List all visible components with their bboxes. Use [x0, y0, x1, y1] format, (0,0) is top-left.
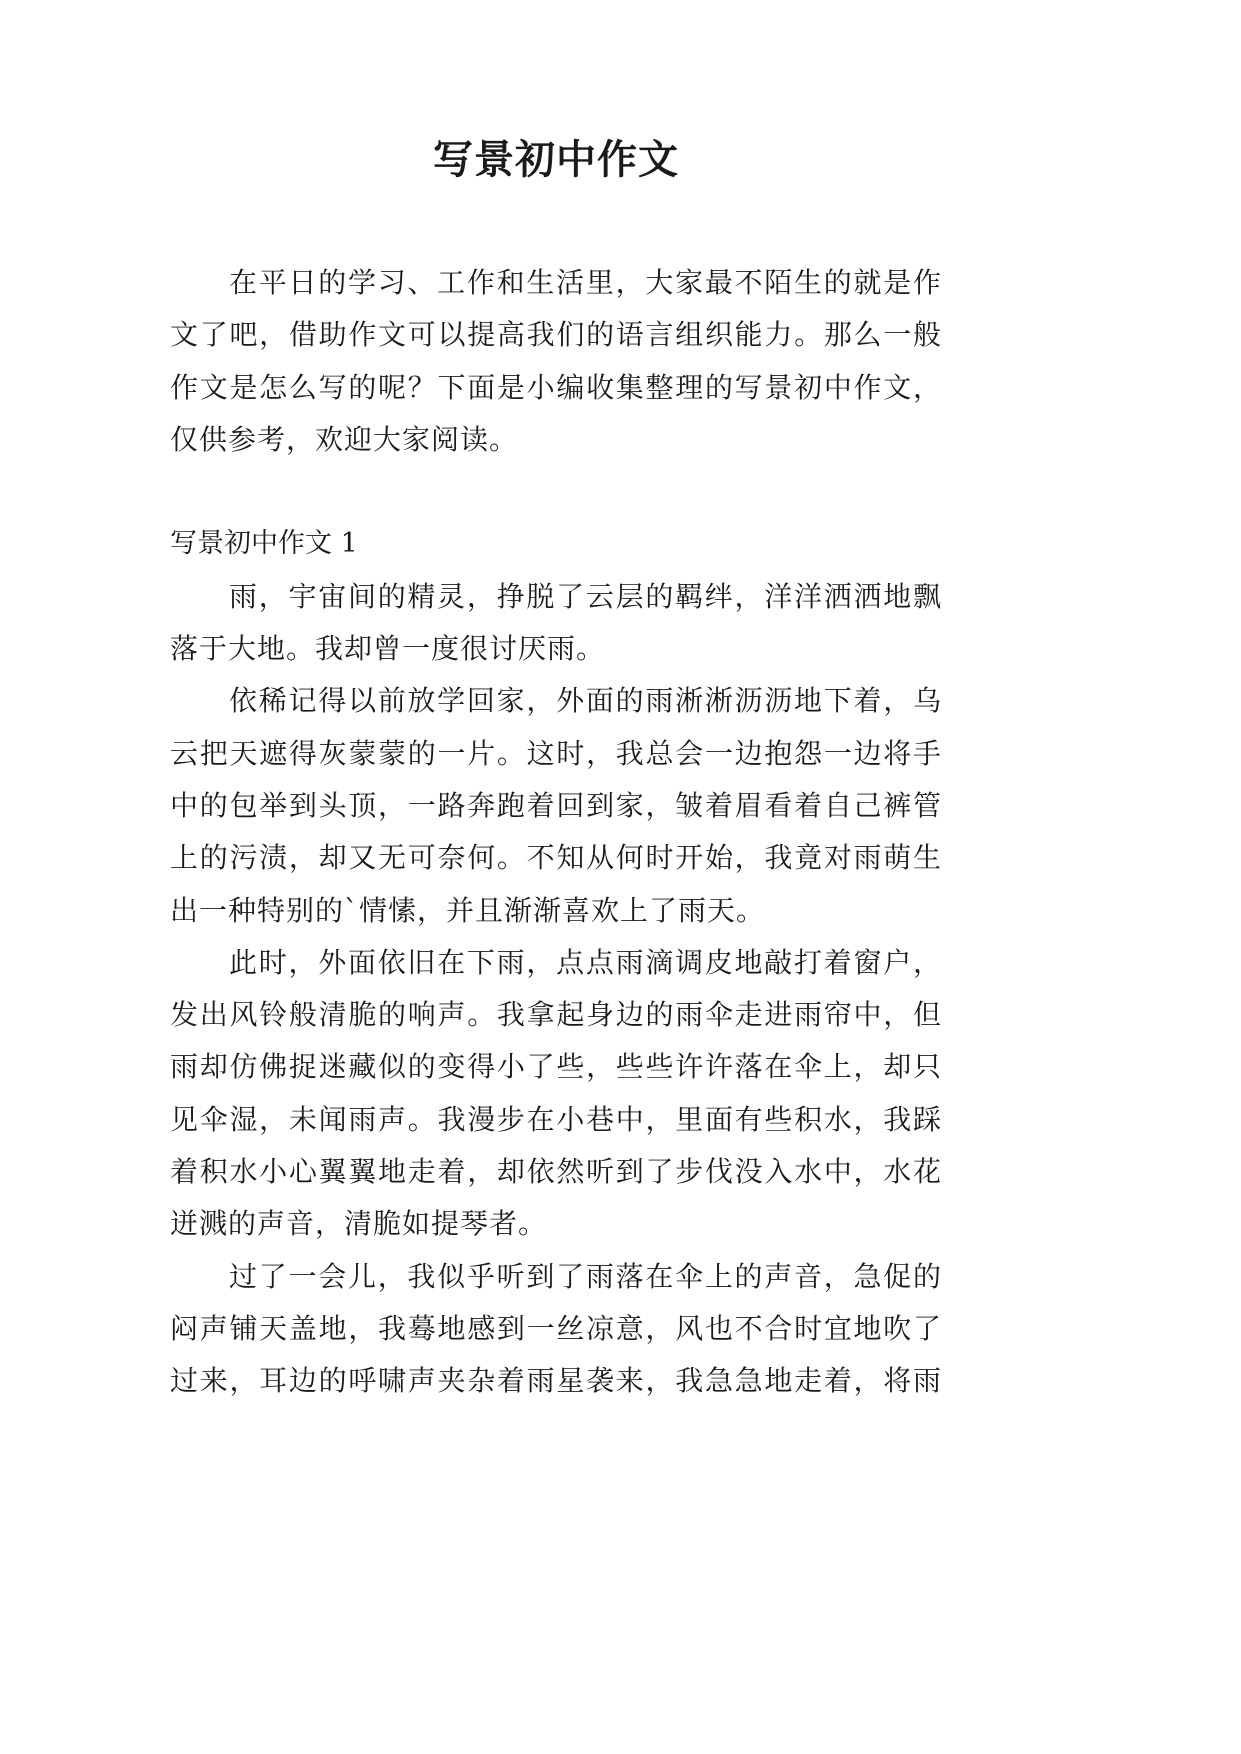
- text-line: 落于大地。我却曾一度很讨厌雨。: [170, 632, 606, 666]
- intro-paragraph: [170, 257, 942, 466]
- text-line: 上的污渍，却又无可奈何。不知从何时开始，我竟对雨萌生: [170, 841, 942, 875]
- text-line: 见伞湿，未闻雨声。我漫步在小巷中，里面有些积水，我踩: [170, 1102, 942, 1136]
- text-line: 文了吧，借助作文可以提高我们的语言组织能力。那么一般: [170, 318, 942, 352]
- text-line: 中的包举到头顶，一路奔跑着回到家，皱着眉看着自己裤管: [170, 788, 942, 822]
- text-line: 出一种特别的`情愫，并且渐渐喜欢上了雨天。: [170, 893, 766, 927]
- text-line: 此时，外面依旧在下雨，点点雨滴调皮地敲打着窗户，: [229, 945, 942, 979]
- document-title: 写景初中作文: [433, 136, 679, 183]
- text-line: 云把天遮得灰蒙蒙的一片。这时，我总会一边抱怨一边将手: [170, 736, 942, 770]
- text-line: 着积水小心翼翼地走着，却依然听到了步伐没入水中，水花: [170, 1155, 942, 1189]
- paragraph: [170, 1251, 942, 1408]
- text-line: 过了一会儿，我似乎听到了雨落在伞上的声音，急促的: [229, 1259, 942, 1293]
- text-line: 发出风铃般清脆的响声。我拿起身边的雨伞走进雨帘中，但: [170, 998, 942, 1032]
- text-line: 雨却仿佛捉迷藏似的变得小了些，些些许许落在伞上，却只: [170, 1050, 942, 1084]
- paragraph: [170, 675, 942, 936]
- section-heading: 写景初中作文 1: [170, 528, 358, 560]
- text-line: 依稀记得以前放学回家，外面的雨淅淅沥沥地下着，乌: [229, 684, 942, 718]
- text-line: 过来，耳边的呼啸声夹杂着雨星袭来，我急急地走着，将雨: [170, 1364, 942, 1398]
- text-line: 仅供参考，欢迎大家阅读。: [170, 422, 519, 456]
- text-line: 在平日的学习、工作和生活里，大家最不陌生的就是作: [229, 266, 942, 299]
- text-line: 作文是怎么写的呢？下面是小编收集整理的写景初中作文，: [170, 370, 942, 404]
- paragraph: [170, 571, 942, 676]
- text-line: 雨，宇宙间的精灵，挣脱了云层的羁绊，洋洋洒洒地飘: [229, 579, 942, 613]
- document-body: [170, 257, 942, 1408]
- essay-section: [170, 518, 942, 1407]
- text-line: 迸溅的声音，清脆如提琴者。: [170, 1207, 548, 1241]
- paragraph: [170, 937, 942, 1251]
- text-line: 闷声铺天盖地，我蓦地感到一丝凉意，风也不合时宜地吹了: [170, 1311, 942, 1345]
